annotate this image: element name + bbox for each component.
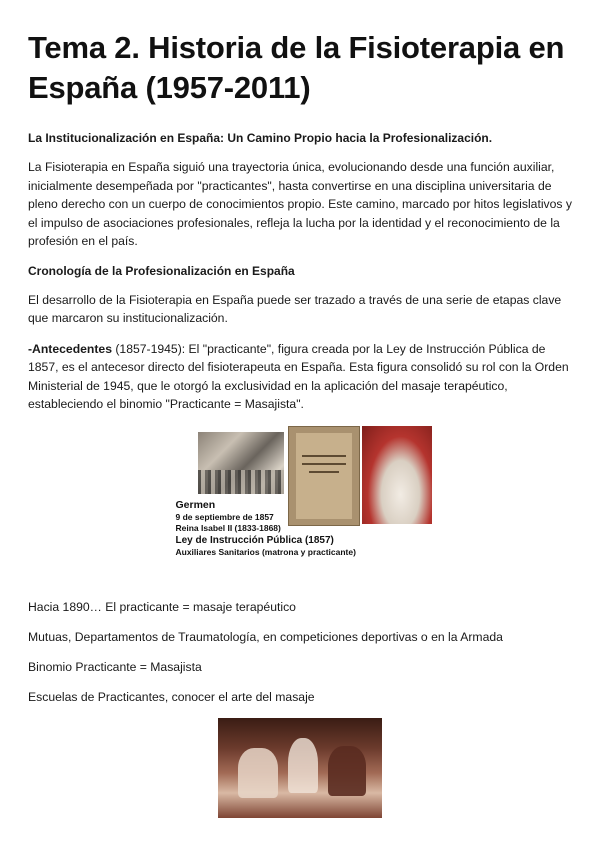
caption-line-4: Ley de Instrucción Pública (1857)	[175, 534, 334, 546]
historical-figure-collage	[175, 426, 438, 578]
document-page	[28, 28, 573, 718]
page-title: Tema 2. Historia de la Fisioterapia en España (1957-2011)	[28, 30, 565, 105]
figure-caption	[176, 498, 416, 558]
section-heading: Cronología de la Profesionalización en España	[28, 263, 295, 278]
list-item: Hacia 1890… El practicante = masaje terapéutico	[28, 599, 296, 614]
antecedentes-paragraph	[28, 340, 573, 414]
list-item: Mutuas, Departamentos de Traumatología, en competiciones deportivas o en la Armada	[28, 629, 503, 644]
intro-paragraph: La Fisioterapia en España siguió una trayectoria única, evolucionando desde una función auxiliar, inicialmente desempeñada por "practicantes", hasta convertirse en una disciplina universitaria de pleno derecho con un cuerpo de conocimientos propio. Este camino, marcado por hitos legislativos y el impulso de asociaciones profesionales, refleja la lucha por la identidad y el reconocimiento de la profesión en el país.	[28, 160, 573, 248]
caption-line-3: Reina Isabel II (1833-1868)	[175, 522, 281, 533]
caption-line-2: 9 de septiembre de 1857	[175, 511, 274, 522]
crowd-photo	[198, 470, 284, 494]
antecedentes-text: (1857-1945): El "practicante", figura creada por la Ley de Instrucción Pública de 1857, es el antecesor directo del fisioterapeuta en España. Esta figura consolidó su rol con la Orden Ministerial de 1945, que le otorgó la exclusividad en la aplicación del masaje terapéutico, estableciendo el binomio "Practicante = Masajista".	[28, 341, 569, 411]
antecedentes-label: -Antecedentes	[28, 341, 112, 356]
item-list	[28, 598, 573, 706]
caption-line-1: Germen	[175, 498, 216, 511]
section-intro-paragraph: El desarrollo de la Fisioterapia en España puede ser trazado a través de una serie de etapas clave que marcaron su institucionalización.	[28, 292, 562, 325]
massage-school-photo	[218, 718, 382, 818]
caption-line-5: Auxiliares Sanitarios (matrona y practicante)	[175, 546, 356, 557]
list-item: Escuelas de Practicantes, conocer el arte del masaje	[28, 689, 315, 704]
list-item: Binomio Practicante = Masajista	[28, 659, 202, 674]
subtitle: La Institucionalización en España: Un Camino Propio hacia la Profesionalización.	[28, 131, 493, 145]
